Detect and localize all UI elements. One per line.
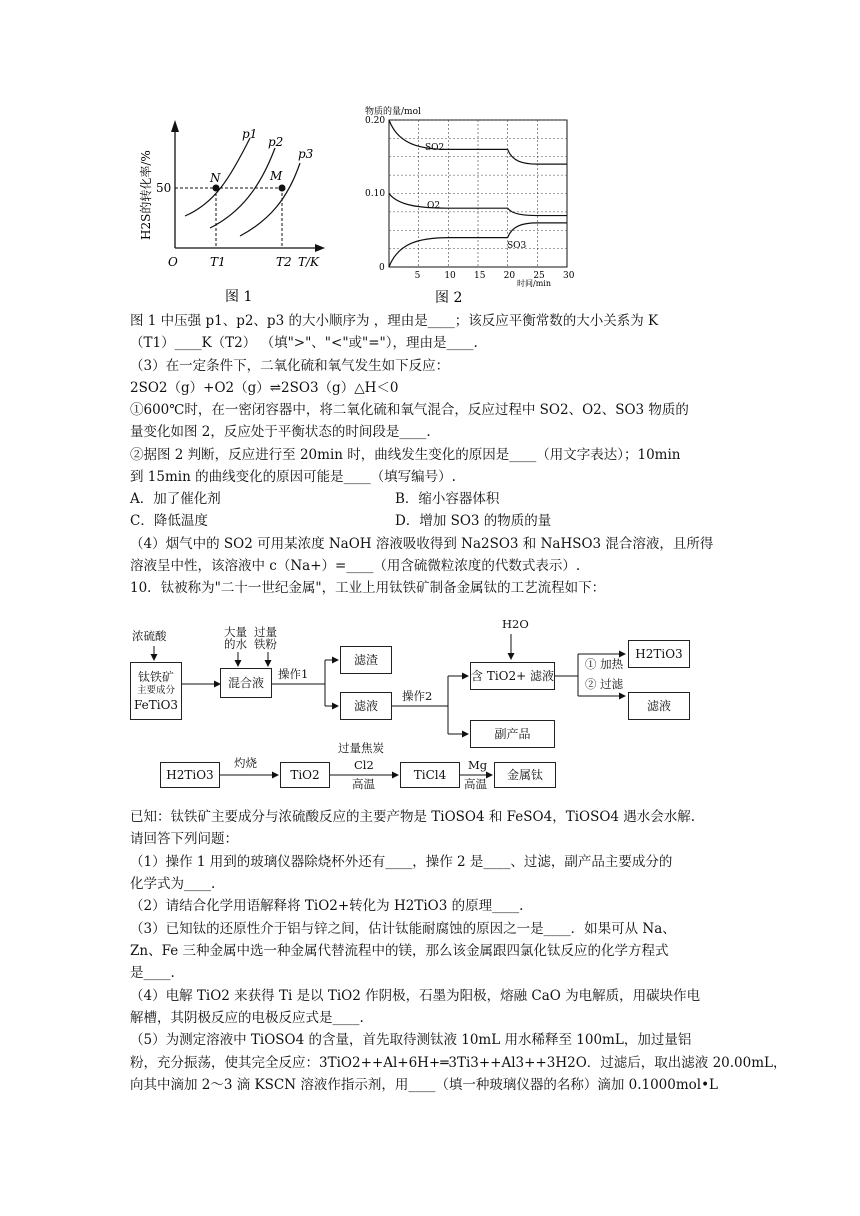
origin-label: O (168, 255, 178, 269)
water-top-label: 大量 (224, 625, 247, 639)
h2tio3-box-b: H2TiO3 (160, 762, 220, 788)
text-line-8: 到 15min 的曲线变化的原因可能是____（填写编号）. (130, 469, 456, 485)
text-line-3: （3）在一定条件下，二氧化硫和氧气发生如下反应： (130, 358, 450, 374)
calcine-label: 灼烧 (234, 756, 257, 770)
reaction-equation: 2SO2（g）+O2（g）⇌2SO3（g）△H＜0 (130, 380, 399, 396)
x-tick-t2: T2 (276, 255, 292, 269)
fig2-series-so3: SO3 (507, 241, 527, 251)
ore-box (130, 662, 182, 720)
y-tick-50: 50 (156, 181, 172, 195)
fig2-x-tick-15: 15 (474, 271, 486, 281)
fig2-y-tick-0: 0 (379, 263, 385, 273)
point-n (213, 185, 220, 192)
ticl4-box: TiCl4 (400, 762, 460, 788)
text-line-23: 粉，充分振荡，使其完全反应：3TiO2++Al+6H+═3Ti3++Al3++3H2O．过滤后，取出滤液 20.00mL， (130, 1055, 787, 1071)
text-line-5: ①600℃时，在一密闭容器中，将二氧化硫和氧气混合，反应过程中 SO2、O2、SO3 物质的 (130, 402, 689, 418)
y-axis-arrow (171, 120, 179, 132)
x-axis-arrow (315, 244, 325, 252)
water-bottom-label: 的水 (224, 637, 247, 651)
option-c: C．降低温度 (130, 513, 208, 529)
text-line-18: Zn、Fe 三种金属中选一种金属代替流程中的镁，那么该金属跟四氯化钛反应的化学方程式 (130, 943, 669, 959)
fig2-x-tick-25: 25 (533, 271, 545, 281)
text-line-16: （2）请结合化学用语解释将 TiO2+转化为 H2TiO3 的原理____. (130, 898, 524, 914)
text-line-21: 解槽，其阴极反应的电极反应式是____. (130, 1010, 364, 1026)
text-line-6: 量变化如图 2，反应处于平衡状态的时间段是____. (130, 424, 431, 440)
text-line-13: 请回答下列问题： (130, 831, 238, 847)
y-axis-label: H2S的转化率/% (139, 150, 153, 240)
figure1-caption: 图 1 (225, 289, 253, 305)
fig2-grid (389, 120, 567, 267)
label-p2: p2 (268, 135, 284, 149)
filtrate2-box: 滤液 (628, 692, 690, 720)
fig2-x-tick-10: 10 (444, 271, 456, 281)
ti-metal-box: 金属钛 (494, 762, 556, 788)
text-line-22: （5）为测定溶液中 TiOSO4 的含量，首先取待测钛液 10mL 用水稀释至 100mL，加过量铝 (130, 1032, 692, 1048)
label-p1: p1 (242, 127, 258, 141)
text-line-1: 图 1 中压强 p1、p2、p3 的大小顺序为 ，理由是____；该反应平衡常数的大小关系为 K (130, 313, 659, 329)
figure2-caption: 图 2 (435, 290, 463, 306)
label-n: N (210, 171, 221, 185)
x-tick-t1: T1 (210, 255, 226, 269)
text-line-15: 化学式为____. (130, 876, 216, 892)
text-line-24: 向其中滴加 2～3 滴 KSCN 溶液作指示剂，用____（填一种玻璃仪器的名称）滴加 0.1000mol•L (130, 1077, 719, 1093)
x-axis-label: T/K (298, 255, 320, 269)
fig2-x-tick-5: 5 (414, 271, 421, 281)
point-m (279, 185, 286, 192)
fig2-y-tick-0.10: 0.10 (365, 189, 386, 199)
option-a: A．加了催化剂 (130, 491, 221, 507)
figure-2 (355, 102, 585, 307)
text-line-7: ②据图 2 判断，反应进行至 20min 时，曲线发生变化的原因是____（用文字表达）；10min (130, 447, 681, 463)
text-line-2: （T1）____K（T2） （填">"、"<"或"="），理由是____. (130, 335, 478, 351)
filtrate-box: 滤液 (340, 692, 392, 720)
filter-label: ② 过滤 (585, 677, 624, 691)
label-m: M (270, 169, 283, 183)
flow-diagram (130, 604, 710, 794)
high-temp-1-label: 高温 (352, 777, 375, 791)
ore-formula: FeTiO3 (133, 698, 179, 712)
fig2-series-o2: O2 (427, 201, 441, 211)
fig2-y-axis-label: 物质的量/mol (365, 107, 421, 117)
option-b: B．缩小容器体积 (395, 491, 500, 507)
cl2-label: Cl2 (354, 758, 374, 772)
fig2-y-tick-0.20: 0.20 (365, 116, 386, 126)
text-line-19: 是____. (130, 965, 175, 981)
fig2-series-so2: SO2 (425, 143, 445, 153)
residue-box: 滤渣 (340, 646, 392, 674)
high-temp-2-label: 高温 (464, 777, 487, 791)
mg-label: Mg (468, 758, 488, 772)
question-10-heading: 10．钛被称为"二十一世纪金属"，工业上用钛铁矿制备金属钛的工艺流程如下： (130, 580, 606, 596)
tio-filtrate-box: 含 TiO2+ 滤液 (470, 662, 555, 690)
byproduct-box: 副产品 (470, 720, 555, 748)
fig2-x-axis-label: 时间/min (517, 279, 551, 288)
text-line-9: （4）烟气中的 SO2 可用某浓度 NaOH 溶液吸收得到 Na2SO3 和 NaHSO3 混合溶液，且所得 (130, 536, 714, 552)
text-line-14: （1）操作 1 用到的玻璃仪器除烧杯外还有____，操作 2 是____、过滤，副产品主要成分的 (130, 854, 673, 870)
heat-label: ① 加热 (585, 657, 624, 671)
option-d: D．增加 SO3 的物质的量 (395, 513, 552, 529)
iron-bottom-label: 铁粉 (254, 637, 277, 651)
mixture-box: 混合液 (220, 668, 272, 698)
h2tio3-box: H2TiO3 (628, 640, 690, 668)
text-line-20: （4）电解 TiO2 来获得 Ti 是以 TiO2 作阴极，石墨为阳极，熔融 CaO 为电解质，用碳块作电 (130, 988, 701, 1004)
fig2-x-tick-30: 30 (563, 271, 575, 281)
figure-1 (130, 108, 340, 308)
water-label: H2O (502, 617, 529, 631)
text-line-10: 溶液呈中性，该溶液中 c（Na+）=____（用含硫微粒浓度的代数式表示）. (130, 558, 581, 574)
iron-top-label: 过量 (254, 625, 277, 639)
conc-acid-label: 浓硫酸 (132, 629, 167, 643)
op1-label: 操作1 (278, 667, 309, 681)
ore-main-label: 主要成分 (136, 685, 175, 696)
text-line-12: 已知：钛铁矿主要成分与浓硫酸反应的主要产物是 TiOSO4 和 FeSO4，TiOSO4 遇水会水解. (130, 809, 696, 825)
excess-coke-label: 过量焦炭 (338, 741, 384, 755)
op2-label: 操作2 (402, 689, 433, 703)
tio2-box: TiO2 (280, 762, 330, 788)
text-line-17: （3）已知钛的还原性介于铝与锌之间，估计钛能耐腐蚀的原因之一是____．如果可从 Na、 (130, 921, 676, 937)
fig2-x-tick-20: 20 (503, 271, 516, 281)
label-p3: p3 (298, 147, 314, 161)
ore-label: 钛铁矿 (137, 670, 174, 684)
